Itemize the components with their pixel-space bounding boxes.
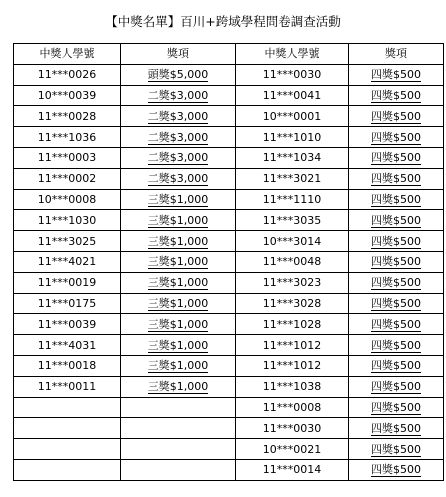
prize-cell	[349, 439, 444, 460]
prize-label: 四獎$500	[371, 421, 421, 435]
prize-cell	[121, 335, 236, 356]
prize-cell	[121, 168, 236, 189]
prize-cell	[121, 355, 236, 376]
prize-cell	[121, 439, 236, 460]
prize-cell	[349, 147, 444, 168]
prize-cell	[121, 251, 236, 272]
prize-label: 四獎$500	[371, 380, 421, 394]
student-id-cell: 11***0011	[14, 376, 121, 397]
page-title: 【中獎名單】百川+跨域學程問卷調查活動	[105, 14, 341, 29]
prize-label: 四獎$500	[371, 192, 421, 206]
table-row	[14, 355, 444, 376]
column-header-student-id: 中獎人學號	[236, 44, 349, 65]
prize-label: 三獎$1,000	[147, 296, 209, 310]
student-id-cell: 11***0003	[14, 147, 121, 168]
table-header-row	[14, 44, 444, 65]
prize-cell	[121, 293, 236, 314]
student-id-cell	[14, 418, 121, 439]
prize-cell	[349, 106, 444, 127]
prize-label: 二獎$3,000	[147, 151, 209, 165]
table-row	[14, 293, 444, 314]
prize-cell	[349, 127, 444, 148]
student-id-cell: 11***1010	[236, 127, 349, 148]
prize-label: 四獎$500	[371, 172, 421, 186]
table-row	[14, 127, 444, 148]
student-id-cell	[14, 397, 121, 418]
prize-label: 四獎$500	[371, 463, 421, 477]
student-id-cell: 11***1110	[236, 189, 349, 210]
student-id-cell: 11***1038	[236, 376, 349, 397]
student-id-cell: 11***0039	[14, 314, 121, 335]
table-row	[14, 272, 444, 293]
prize-cell	[121, 376, 236, 397]
student-id-cell: 10***0001	[236, 106, 349, 127]
student-id-cell: 11***0014	[236, 459, 349, 480]
column-header-student-id: 中獎人學號	[14, 44, 121, 65]
student-id-cell: 11***0030	[236, 64, 349, 85]
prize-label: 頭獎$5,000	[147, 68, 209, 82]
table-row	[14, 418, 444, 439]
winners-table	[13, 43, 444, 481]
prize-label: 二獎$3,000	[147, 109, 209, 123]
column-header-prize: 獎項	[349, 44, 444, 65]
student-id-cell: 11***1012	[236, 355, 349, 376]
prize-cell	[121, 418, 236, 439]
prize-cell	[121, 64, 236, 85]
student-id-cell: 10***3014	[236, 231, 349, 252]
prize-label: 四獎$500	[371, 234, 421, 248]
table-row	[14, 376, 444, 397]
table-row	[14, 189, 444, 210]
student-id-cell: 11***1036	[14, 127, 121, 148]
student-id-cell: 11***0048	[236, 251, 349, 272]
prize-label: 三獎$1,000	[147, 317, 209, 331]
student-id-cell: 11***0019	[14, 272, 121, 293]
prize-label: 四獎$500	[371, 151, 421, 165]
prize-cell	[121, 231, 236, 252]
prize-cell	[121, 459, 236, 480]
prize-cell	[349, 376, 444, 397]
student-id-cell: 11***4021	[14, 251, 121, 272]
student-id-cell	[14, 439, 121, 460]
table-row	[14, 64, 444, 85]
prize-label: 四獎$500	[371, 255, 421, 269]
prize-label: 三獎$1,000	[147, 192, 209, 206]
prize-label: 三獎$1,000	[147, 276, 209, 290]
student-id-cell: 11***0002	[14, 168, 121, 189]
prize-cell	[121, 106, 236, 127]
prize-cell	[349, 210, 444, 231]
student-id-cell: 11***1030	[14, 210, 121, 231]
student-id-cell: 11***1034	[236, 147, 349, 168]
column-header-prize: 獎項	[121, 44, 236, 65]
student-id-cell: 10***0021	[236, 439, 349, 460]
prize-label: 二獎$3,000	[147, 88, 209, 102]
prize-label: 四獎$500	[371, 68, 421, 82]
prize-label: 四獎$500	[371, 213, 421, 227]
table-row	[14, 251, 444, 272]
prize-cell	[121, 397, 236, 418]
prize-label: 四獎$500	[371, 359, 421, 373]
prize-label: 三獎$1,000	[147, 338, 209, 352]
student-id-cell: 11***1028	[236, 314, 349, 335]
prize-label: 四獎$500	[371, 442, 421, 456]
prize-cell	[349, 168, 444, 189]
prize-label: 三獎$1,000	[147, 359, 209, 373]
prize-cell	[349, 293, 444, 314]
prize-label: 四獎$500	[371, 338, 421, 352]
student-id-cell: 11***4031	[14, 335, 121, 356]
student-id-cell: 10***0039	[14, 85, 121, 106]
prize-label: 四獎$500	[371, 400, 421, 414]
prize-label: 二獎$3,000	[147, 130, 209, 144]
table-row	[14, 314, 444, 335]
prize-cell	[121, 147, 236, 168]
prize-cell	[349, 355, 444, 376]
student-id-cell: 11***3028	[236, 293, 349, 314]
table-row	[14, 85, 444, 106]
prize-cell	[349, 231, 444, 252]
table-row	[14, 210, 444, 231]
table-row	[14, 397, 444, 418]
table-row	[14, 335, 444, 356]
prize-cell	[349, 459, 444, 480]
prize-cell	[349, 314, 444, 335]
prize-cell	[349, 189, 444, 210]
prize-cell	[121, 210, 236, 231]
prize-label: 四獎$500	[371, 317, 421, 331]
prize-label: 三獎$1,000	[147, 234, 209, 248]
prize-label: 四獎$500	[371, 276, 421, 290]
student-id-cell: 11***0018	[14, 355, 121, 376]
prize-label: 三獎$1,000	[147, 380, 209, 394]
prize-label: 三獎$1,000	[147, 213, 209, 227]
student-id-cell: 11***3035	[236, 210, 349, 231]
table-row	[14, 439, 444, 460]
table-row	[14, 168, 444, 189]
prize-label: 四獎$500	[371, 296, 421, 310]
student-id-cell: 11***3025	[14, 231, 121, 252]
student-id-cell: 11***1012	[236, 335, 349, 356]
student-id-cell: 11***0175	[14, 293, 121, 314]
student-id-cell: 11***3023	[236, 272, 349, 293]
prize-label: 四獎$500	[371, 88, 421, 102]
prize-cell	[349, 418, 444, 439]
prize-cell	[121, 127, 236, 148]
prize-cell	[349, 335, 444, 356]
table-row	[14, 147, 444, 168]
prize-cell	[121, 314, 236, 335]
student-id-cell: 11***0026	[14, 64, 121, 85]
prize-cell	[349, 85, 444, 106]
prize-label: 四獎$500	[371, 130, 421, 144]
prize-label: 四獎$500	[371, 109, 421, 123]
student-id-cell: 11***0008	[236, 397, 349, 418]
student-id-cell: 10***0008	[14, 189, 121, 210]
prize-cell	[121, 85, 236, 106]
winners-table-body	[14, 64, 444, 480]
table-row	[14, 459, 444, 480]
student-id-cell: 11***3021	[236, 168, 349, 189]
prize-cell	[349, 251, 444, 272]
prize-label: 三獎$1,000	[147, 255, 209, 269]
table-row	[14, 231, 444, 252]
table-row	[14, 106, 444, 127]
prize-cell	[349, 272, 444, 293]
student-id-cell: 11***0028	[14, 106, 121, 127]
prize-label: 二獎$3,000	[147, 172, 209, 186]
student-id-cell: 11***0041	[236, 85, 349, 106]
student-id-cell: 11***0030	[236, 418, 349, 439]
prize-cell	[121, 189, 236, 210]
prize-cell	[121, 272, 236, 293]
student-id-cell	[14, 459, 121, 480]
prize-cell	[349, 64, 444, 85]
prize-cell	[349, 397, 444, 418]
